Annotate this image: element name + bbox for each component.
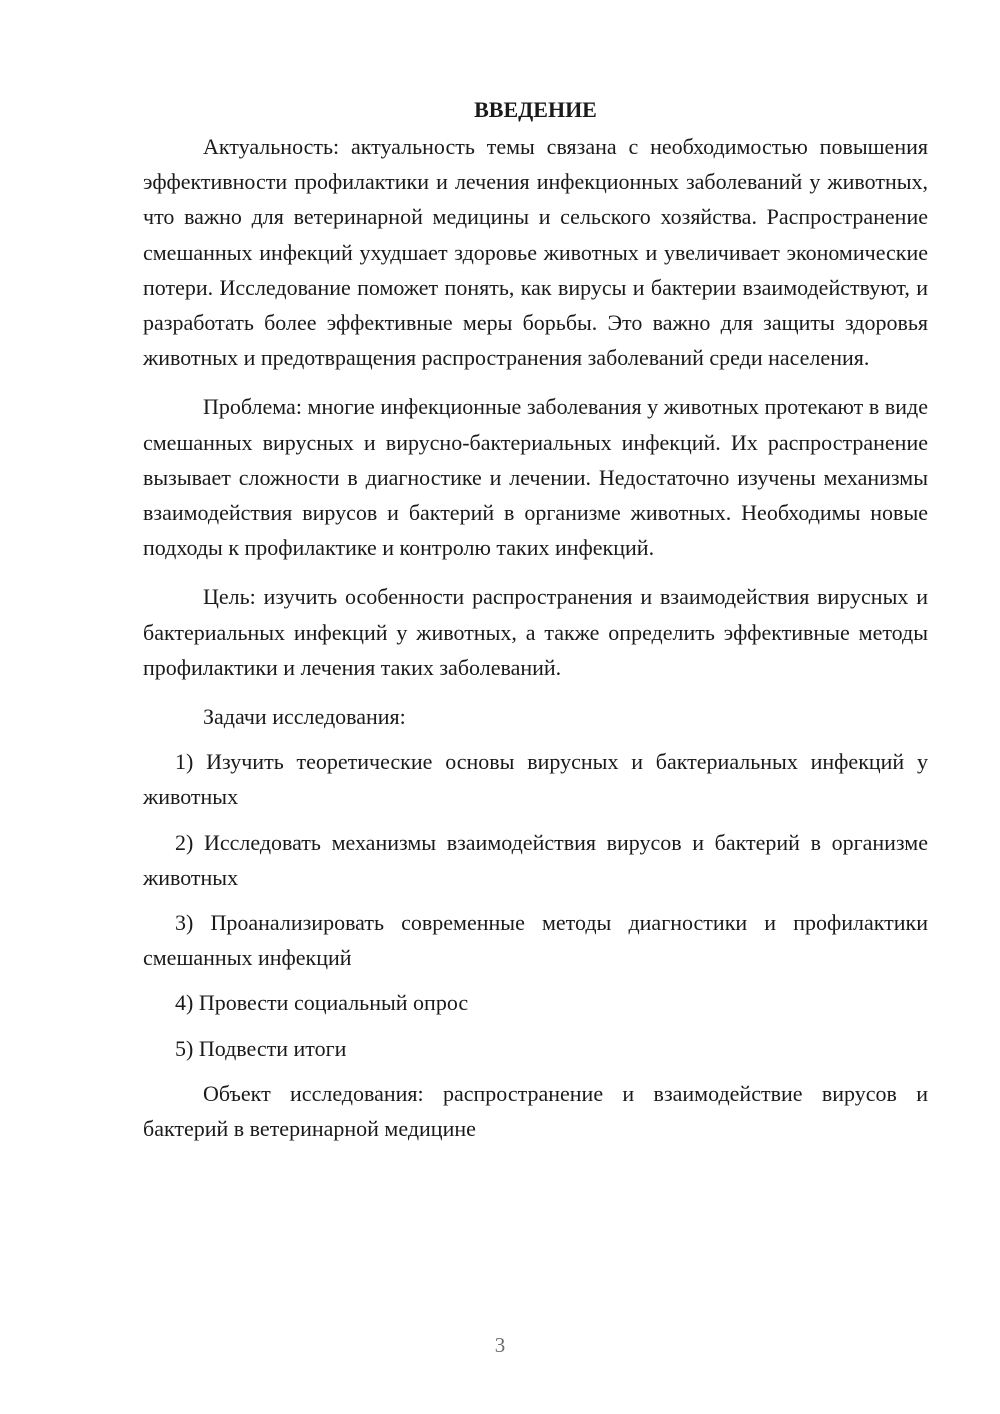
document-page: [143, 92, 928, 1160]
task-item-4: 4) Провести социальный опрос: [175, 990, 469, 1016]
page-number: 3: [494, 1333, 506, 1357]
page-title: ВВЕДЕНИЕ: [474, 97, 597, 122]
paragraph-object: Объект исследования: распространение и взаимодействие вирусов и бактерий в ветеринарной медицине: [143, 1080, 928, 1142]
paragraph-relevance: Актуальность: актуальность темы связана с необходимостью повышения эффективности профилактики и лечения инфекционных заболеваний у животных, что важно для ветеринарной медицины и сельского хозяйства. Распространение смешанных инфекций ухудшает здоровье животных и увеличивает экономические потери. Исследование поможет понять, как вирусы и бактерии взаимодействуют, и разработать более эффективные меры борьбы. Это важно для защиты здоровья животных и предотвращения распространения заболеваний среди населения.: [143, 134, 928, 371]
task-item-2: 2) Исследовать механизмы взаимодействия вирусов и бактерий в организме животных: [143, 829, 928, 890]
tasks-heading: Задачи исследования:: [203, 704, 406, 730]
task-item-1: 1) Изучить теоретические основы вирусных и бактериальных инфекций у животных: [143, 749, 928, 810]
task-item-5: 5) Подвести итоги: [175, 1035, 347, 1061]
paragraph-goal: Цель: изучить особенности распространения и взаимодействия вирусных и бактериальных инфекций у животных, а также определить эффективные методы профилактики и лечения таких заболеваний.: [143, 584, 928, 680]
task-item-3: 3) Проанализировать современные методы диагностики и профилактики смешанных инфекций: [143, 910, 928, 971]
paragraph-problem: Проблема: многие инфекционные заболевания у животных протекают в виде смешанных вирусных и вирусно-бактериальных инфекций. Их распространение вызывает сложности в диагностике и лечении. Недостаточно изучены механизмы взаимодействия вирусов и бактерий в организме животных. Необходимы новые подходы к профилактике и контролю таких инфекций.: [143, 394, 928, 561]
